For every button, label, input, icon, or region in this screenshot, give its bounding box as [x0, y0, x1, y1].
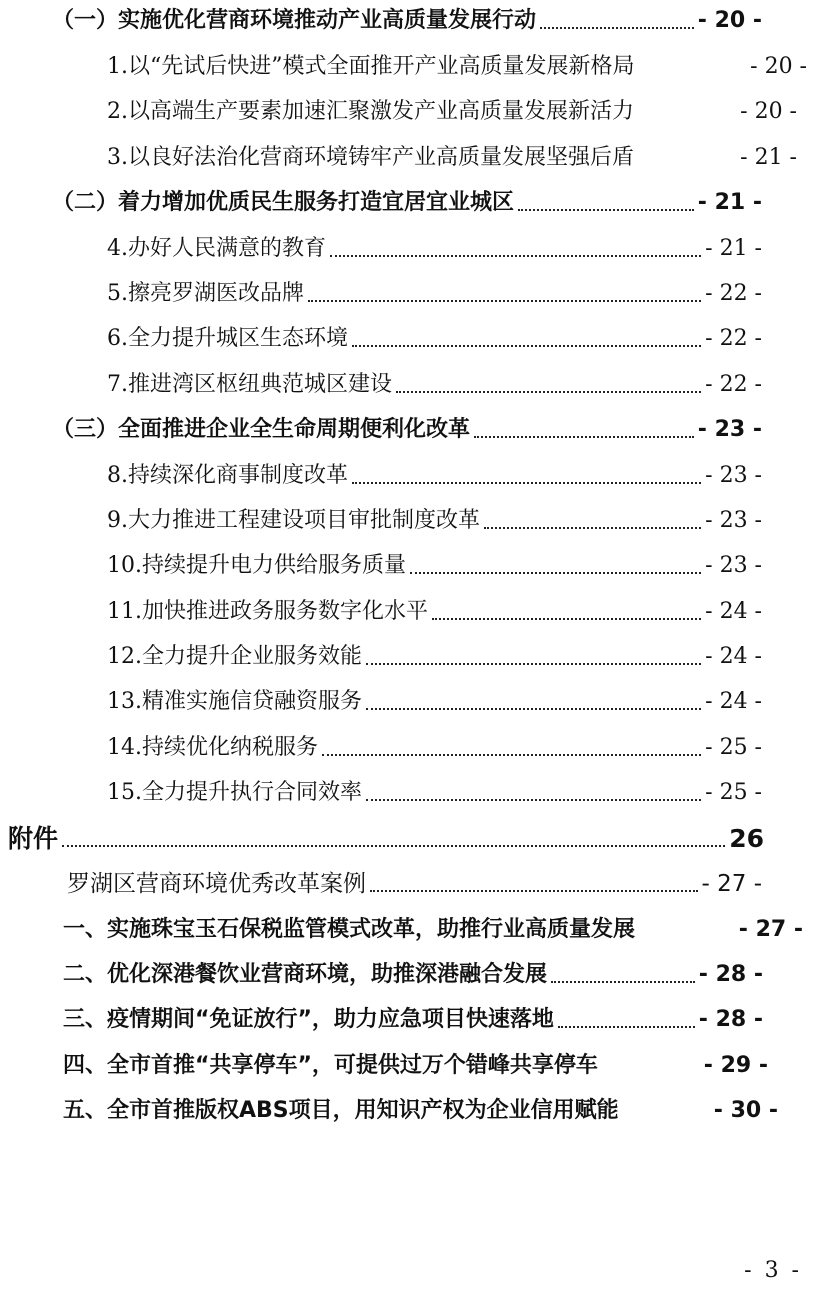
toc-entry[interactable]	[107, 273, 762, 309]
leader-dots	[366, 708, 701, 710]
leader-dots	[540, 27, 694, 29]
leader-dots	[474, 436, 694, 438]
leader-dots	[484, 527, 701, 529]
toc-entry-title: （二）着力增加优质民生服务打造宜居宜业城区	[52, 190, 515, 215]
leader-dots	[322, 754, 701, 756]
toc-entry-page: - 23 -	[705, 463, 762, 488]
toc-entry[interactable]	[107, 500, 762, 536]
toc-entry[interactable]	[107, 636, 762, 672]
toc-entry-title: 10.持续提升电力供给服务质量	[107, 553, 406, 578]
toc-entry-case[interactable]	[63, 909, 803, 945]
toc-entry[interactable]	[52, 182, 762, 218]
toc-entry-page: - 28 -	[698, 962, 763, 987]
toc-entry-title: 7.推进湾区枢纽典范城区建设	[107, 372, 392, 397]
toc-entry-page: - 28 -	[698, 1007, 763, 1032]
toc-entry-page: - 29 -	[703, 1053, 768, 1078]
toc-entry-title: 罗湖区营商环境优秀改革案例	[67, 871, 366, 897]
toc-entry-page: - 27 -	[738, 917, 803, 942]
toc-entry-title: 二、优化深港餐饮业营商环境，助推深港融合发展	[63, 962, 548, 987]
toc-entry-page: - 24 -	[705, 689, 762, 714]
toc-entry[interactable]	[107, 318, 762, 354]
leader-dots	[396, 391, 701, 393]
toc-entry-title: 5.擦亮罗湖医改品牌	[107, 281, 304, 306]
leader-dots	[366, 799, 701, 801]
toc-entry[interactable]	[107, 591, 762, 627]
toc-entry-title: 四、全市首推“共享停车”，可提供过万个错峰共享停车	[63, 1053, 598, 1078]
toc-entry-title: （三）全面推进企业全生命周期便利化改革	[52, 417, 471, 442]
toc-entry-case[interactable]	[63, 1045, 768, 1081]
toc-entry-title: 2.以高端生产要素加速汇聚激发产业高质量发展新活力	[107, 99, 634, 124]
toc-entry-case[interactable]	[63, 999, 763, 1035]
page-number: - 3 -	[744, 1258, 802, 1283]
toc-entry-title: 9.大力推进工程建设项目审批制度改革	[107, 508, 480, 533]
leader-dots	[330, 255, 701, 257]
toc-entry-page: - 24 -	[705, 599, 762, 624]
toc-entry[interactable]	[107, 681, 762, 717]
leader-dots	[558, 1026, 695, 1028]
leader-dots	[308, 300, 701, 302]
toc-entry-page: - 21 -	[740, 145, 797, 170]
toc-entry-title: 12.全力提升企业服务效能	[107, 644, 362, 669]
toc-entry[interactable]	[107, 727, 762, 763]
toc-entry-page: - 25 -	[705, 735, 762, 760]
toc-entry-page: - 20 -	[740, 99, 797, 124]
toc-entry-page: - 22 -	[705, 326, 762, 351]
leader-dots	[62, 845, 725, 847]
toc-entry-case[interactable]	[63, 954, 763, 990]
toc-entry-page: - 30 -	[713, 1098, 778, 1123]
toc-entry-title: 三、疫情期间“免证放行”，助力应急项目快速落地	[63, 1007, 554, 1032]
toc-entry-title: 15.全力提升执行合同效率	[107, 780, 362, 805]
toc-entry-case[interactable]	[63, 1090, 778, 1126]
toc-entry[interactable]	[107, 545, 762, 581]
toc-entry-title: 3.以良好法治化营商环境铸牢产业高质量发展坚强后盾	[107, 145, 634, 170]
toc-entry-title: 1.以“先试后快进”模式全面推开产业高质量发展新格局	[107, 54, 635, 79]
leader-dots	[370, 890, 698, 892]
leader-dots	[352, 482, 701, 484]
leader-dots	[410, 572, 701, 574]
toc-entry-title: 14.持续优化纳税服务	[107, 735, 318, 760]
toc-entry-page: - 27 -	[701, 871, 762, 897]
toc-entry-title: 一、实施珠宝玉石保税监管模式改革，助推行业高质量发展	[63, 917, 636, 942]
toc-entry[interactable]	[107, 137, 797, 173]
toc-entry[interactable]	[107, 772, 762, 808]
toc-entry-page: - 22 -	[705, 372, 762, 397]
toc-entry-page: - 21 -	[697, 190, 762, 215]
toc-entry[interactable]	[107, 228, 762, 264]
leader-dots	[551, 981, 695, 983]
toc-entry-page: - 20 -	[697, 8, 762, 33]
toc-entry-page: - 23 -	[705, 553, 762, 578]
toc-entry-title: 五、全市首推版权ABS项目，用知识产权为企业信用赋能	[63, 1098, 619, 1123]
toc-entry-page: - 23 -	[705, 508, 762, 533]
toc-entry-title: 附件	[8, 824, 59, 853]
toc-entry[interactable]	[107, 46, 807, 82]
toc-entry-appendix[interactable]	[8, 818, 764, 854]
toc-entry[interactable]	[52, 409, 762, 445]
toc-entry-page: 26	[729, 824, 764, 853]
toc-entry-title: 6.全力提升城区生态环境	[107, 326, 348, 351]
toc-entry[interactable]	[67, 863, 762, 899]
leader-dots	[352, 345, 701, 347]
toc-entry[interactable]	[107, 455, 762, 491]
leader-dots	[518, 209, 694, 211]
toc-entry-title: 11.加快推进政务服务数字化水平	[107, 599, 428, 624]
toc-entry-page: - 23 -	[697, 417, 762, 442]
toc-entry[interactable]	[107, 364, 762, 400]
toc-entry[interactable]	[52, 0, 762, 36]
toc-entry-title: （一）实施优化营商环境推动产业高质量发展行动	[52, 8, 537, 33]
toc-entry-page: - 24 -	[705, 644, 762, 669]
leader-dots	[366, 663, 701, 665]
toc-entry-page: - 25 -	[705, 780, 762, 805]
toc-entry-page: - 21 -	[705, 236, 762, 261]
toc-entry-title: 4.办好人民满意的教育	[107, 236, 326, 261]
toc-entry-page: - 22 -	[705, 281, 762, 306]
toc-entry-page: - 20 -	[750, 54, 807, 79]
leader-dots	[432, 618, 701, 620]
toc-entry[interactable]	[107, 91, 797, 127]
toc-entry-title: 13.精准实施信贷融资服务	[107, 689, 362, 714]
toc-entry-title: 8.持续深化商事制度改革	[107, 463, 348, 488]
